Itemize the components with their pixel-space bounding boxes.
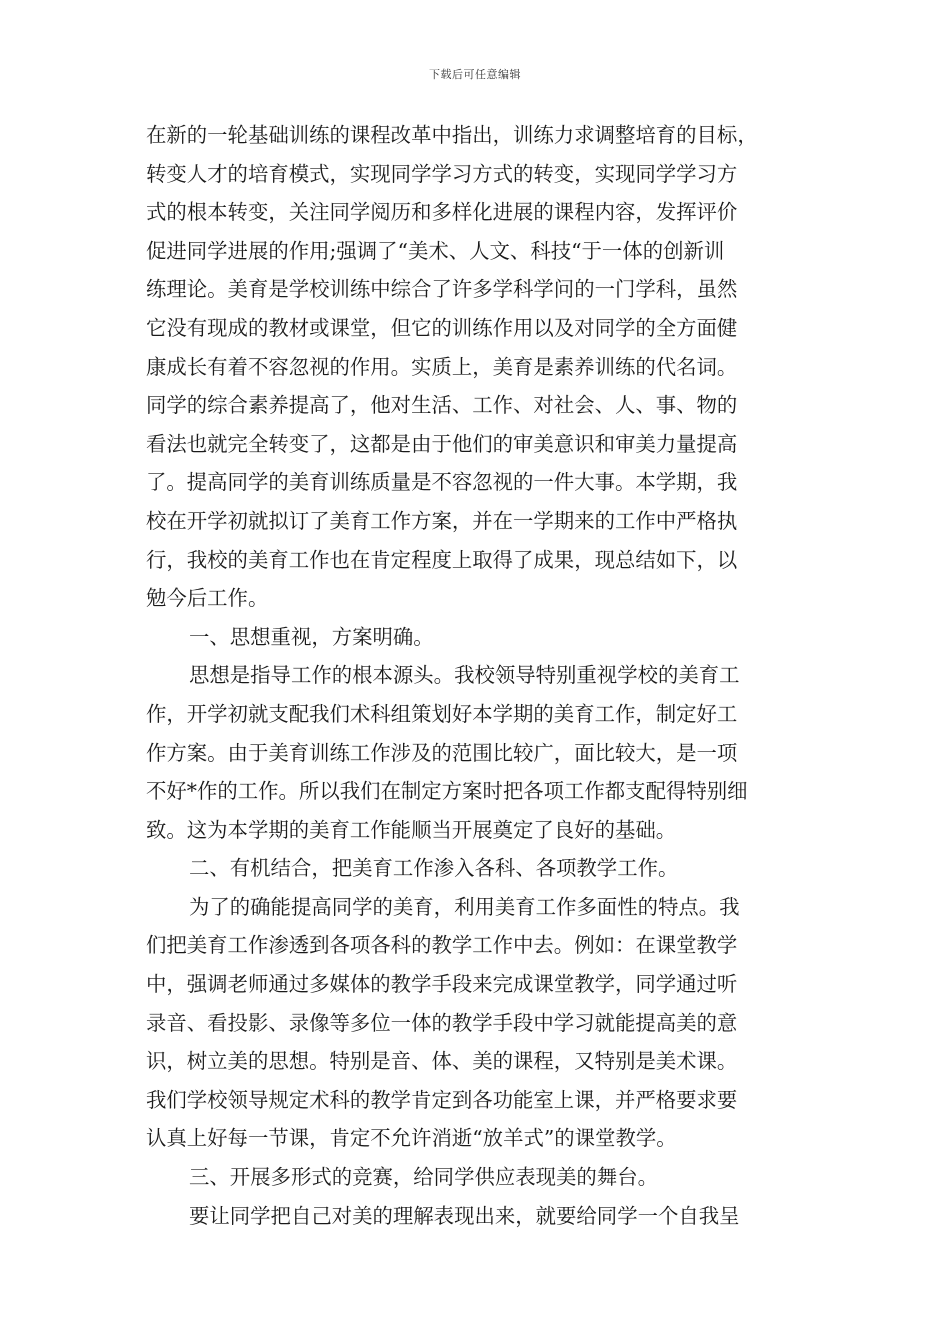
text-line: 致。这为本学期的美育工作能顺当开展奠定了良好的基础。: [146, 817, 677, 842]
text-line: 练理论。美育是学校训练中综合了许多学科学问的一门学科，虽然: [146, 277, 738, 302]
text-line: 看法也就完全转变了，这都是由于他们的审美意识和审美力量提高: [146, 431, 738, 456]
text-line: 识，树立美的思想。特别是音、体、美的课程，又特别是美术课。: [146, 1049, 738, 1074]
document-body: [146, 116, 812, 1235]
text-line: 转变人才的培育模式，实现同学学习方式的转变，实现同学学习方: [146, 161, 738, 186]
section-heading: 三、开展多形式的竞赛，给同学供应表现美的舞台。: [189, 1165, 658, 1190]
text-line: 在新的一轮基础训练的课程改革中指出，训练力求调整培育的目标，: [146, 123, 758, 147]
text-line: 录音、看投影、录像等多位一体的教学手段中学习就能提高美的意: [146, 1010, 738, 1035]
text-line: 中，强调老师通过多媒体的教学手段来完成课堂教学，同学通过听: [146, 972, 738, 997]
text-line: 我们学校领导规定术科的教学肯定到各功能室上课，并严格要求要: [146, 1087, 738, 1112]
text-line: 促进同学进展的作用;强调了“美术、人文、科技“于一体的创新训: [146, 238, 725, 263]
text-line: 式的根本转变，关注同学阅历和多样化进展的课程内容，发挥评价: [146, 200, 738, 225]
text-line: 行，我校的美育工作也在肯定程度上取得了成果，现总结如下，以: [146, 547, 738, 572]
text-line: 同学的综合素养提高了，他对生活、工作、对社会、人、事、物的: [146, 393, 738, 418]
text-line: 作，开学初就支配我们术科组策划好本学期的美育工作，制定好工: [146, 701, 738, 726]
text-line: 们把美育工作渗透到各项各科的教学工作中去。例如：在课堂教学: [146, 933, 738, 958]
text-line: 要让同学把自己对美的理解表现出来，就要给同学一个自我呈: [189, 1203, 740, 1228]
text-line: 不好*作的工作。所以我们在制定方案时把各项工作都支配得特别细: [146, 779, 748, 804]
text-line: 勉今后工作。: [146, 586, 269, 611]
text-line: 为了的确能提高同学的美育，利用美育工作多面性的特点。我: [189, 894, 740, 919]
text-line: 康成长有着不容忽视的作用。实质上，美育是素养训练的代名词。: [146, 354, 738, 379]
text-line: 作方案。由于美育训练工作涉及的范围比较广，面比较大，是一项: [146, 740, 738, 765]
section-heading: 一、思想重视，方案明确。: [189, 624, 434, 649]
text-line: 它没有现成的教材或课堂，但它的训练作用以及对同学的全方面健: [146, 315, 738, 340]
text-line: 思想是指导工作的根本源头。我校领导特别重视学校的美育工: [189, 663, 740, 688]
page-header-note: 下载后可任意编辑: [429, 68, 521, 81]
text-line: 校在开学初就拟订了美育工作方案，并在一学期来的工作中严格执: [146, 508, 738, 533]
text-line: 了。提高同学的美育训练质量是不容忽视的一件大事。本学期，我: [146, 470, 738, 495]
text-line: 认真上好每一节课，肯定不允许消逝“放羊式”的课堂教学。: [146, 1126, 677, 1151]
section-heading: 二、有机结合，把美育工作渗入各科、各项教学工作。: [189, 856, 679, 881]
